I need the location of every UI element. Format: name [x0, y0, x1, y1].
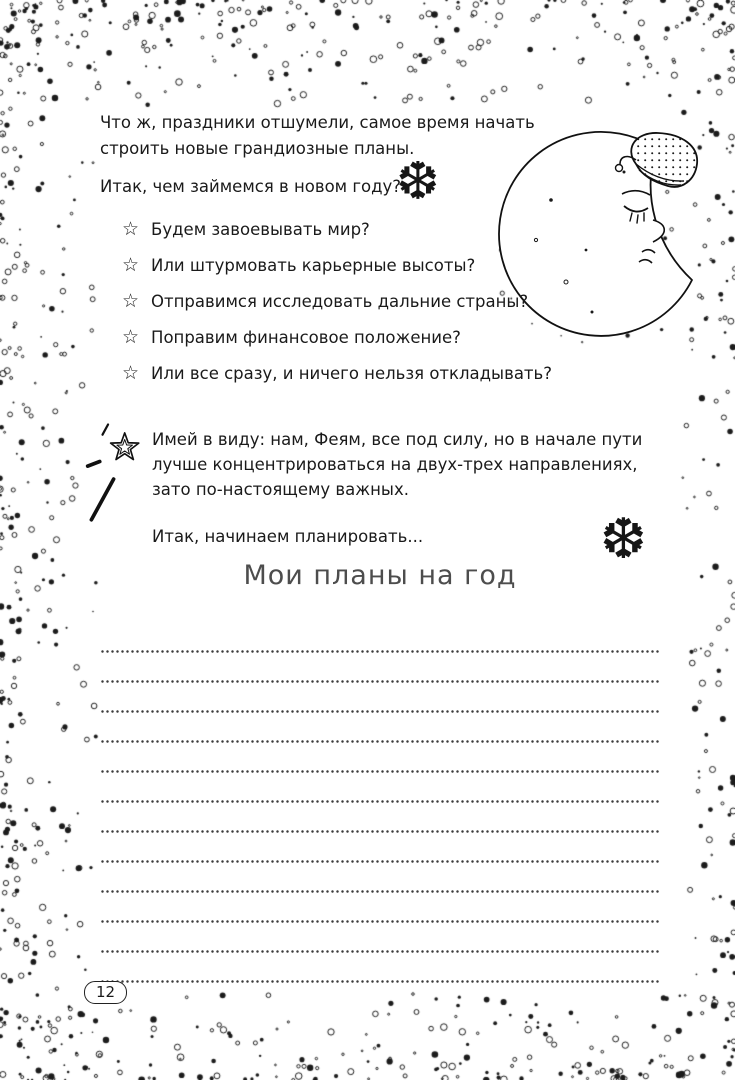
list-item — [122, 254, 602, 277]
bullet-text: Отправимся исследовать дальние страны? — [151, 292, 529, 311]
bullet-text: Или все сразу, и ничего нельзя откладывать? — [151, 364, 553, 383]
page-number: 12 — [96, 983, 116, 1001]
note-paragraph: Имей в виду: нам, Феям, все под силу, но в начале пути лучше концентрироваться на двух-трех направлениях, зато по-настоящему важных. — [152, 430, 643, 499]
star-bullet-icon: ☆ — [122, 362, 140, 384]
writing-line — [100, 623, 660, 653]
writing-line — [100, 743, 660, 773]
intro-paragraph: Что ж, праздники отшумели, самое время начать строить новые грандиозные планы. — [100, 113, 535, 158]
snowflake-icon: ❆ — [396, 152, 440, 212]
star-bullet-icon: ☆ — [122, 218, 140, 240]
section-title: Мои планы на год — [243, 560, 517, 591]
star-bullet-icon: ☆ — [122, 254, 140, 276]
writing-line — [100, 863, 660, 893]
writing-line — [100, 923, 660, 953]
writing-line — [100, 773, 660, 803]
writing-line — [100, 803, 660, 833]
writing-line — [100, 833, 660, 863]
list-item — [122, 362, 602, 385]
writing-line — [100, 713, 660, 743]
writing-lines — [100, 623, 660, 983]
question-text: Итак, чем займемся в новом году? — [100, 177, 402, 196]
writing-line — [100, 653, 660, 683]
bullet-text: Поправим финансовое положение? — [151, 328, 461, 347]
list-item — [122, 326, 602, 349]
star-bullet-icon: ☆ — [122, 326, 140, 348]
bullet-list — [122, 218, 602, 398]
magic-wand-icon — [84, 408, 158, 528]
outro-text: Итак, начинаем планировать... — [152, 527, 424, 546]
star-bullet-icon: ☆ — [122, 290, 140, 312]
page-number-badge — [84, 981, 127, 1004]
snowflake-icon: ❆ — [600, 507, 647, 572]
list-item — [122, 290, 602, 313]
writing-line — [100, 953, 660, 983]
writing-line — [100, 893, 660, 923]
writing-line — [100, 683, 660, 713]
bullet-text: Будем завоевывать мир? — [151, 220, 370, 239]
bullet-text: Или штурмовать карьерные высоты? — [151, 256, 476, 275]
list-item — [122, 218, 602, 241]
